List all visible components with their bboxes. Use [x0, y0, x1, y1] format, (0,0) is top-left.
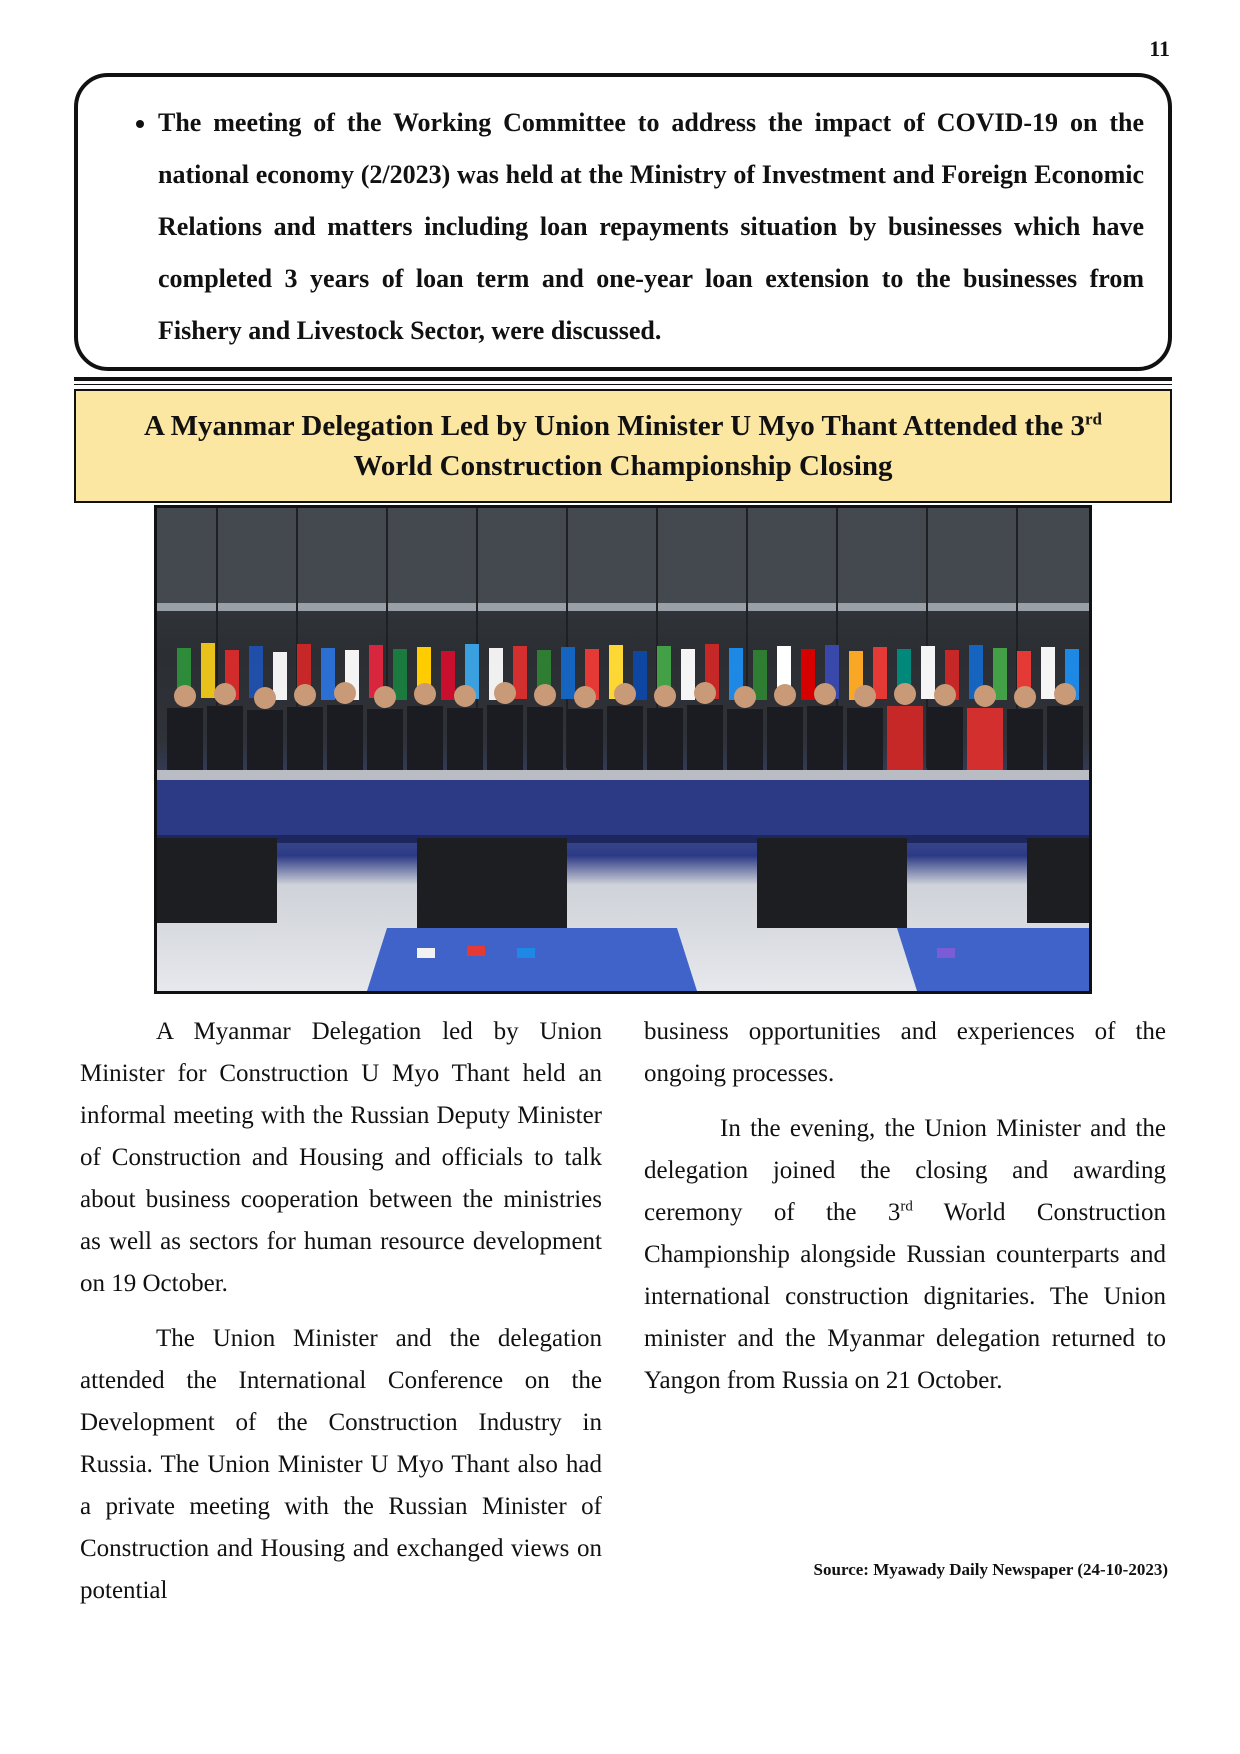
monitors	[157, 838, 1089, 928]
paragraph-3-part-a: In the evening, the Union Minister and the delegation joined the closing and awarding ceremony of the 3	[644, 1115, 1166, 1226]
divider-thin	[74, 384, 1172, 385]
delegation-photo	[154, 505, 1092, 994]
paragraph-3-sup: rd	[900, 1198, 913, 1215]
paragraph-1: A Myanmar Delegation led by Union Minister for Construction U Myo Thant held an informal meeting with the Russian Deputy Minister of Construction and Housing and officials to talk about business cooperation between the ministries as well as sectors for human resource development on 19 October.	[80, 1018, 602, 1297]
article-title	[74, 389, 1172, 503]
people	[167, 682, 1083, 773]
page-number: 11	[1149, 36, 1170, 61]
paragraph-2-continued: business opportunities and experiences of the ongoing processes.	[644, 1018, 1166, 1087]
title-part2: World Construction Championship Closing	[353, 450, 893, 482]
title-sup: rd	[1084, 409, 1102, 429]
bullet-list	[114, 97, 1144, 357]
bullet-box	[74, 73, 1172, 371]
conference-desk	[157, 770, 1089, 843]
title-part1: A Myanmar Delegation Led by Union Minister U Myo Thant Attended the 3	[144, 410, 1085, 442]
source-credit: Source: Myawady Daily Newspaper (24-10-2023)	[813, 1560, 1168, 1579]
article-column-right	[644, 1011, 1166, 1415]
bullet-item: • The meeting of the Working Committee to address the impact of COVID-19 on the national economy (2/2023) was held at the Ministry of Investment and Foreign Economic Relations and matters including loan repayments situation by businesses which have completed 3 years of loan term and one-year loan extension to the businesses from Fishery and Livestock Sector, were discussed.	[158, 97, 1144, 357]
paragraph-3-part-b: World Construction Championship alongside Russian counterparts and international construction dignitaries. The Union minister and the Myanmar delegation returned to Yangon from Russia on 21 October.	[644, 1199, 1166, 1394]
paragraph-2: The Union Minister and the delegation attended the International Conference on the Development of the Construction Industry in Russia. The Union Minister U Myo Thant also had a private meeting with the Russian Minister of Construction and Housing and exchanged views on potential	[80, 1325, 602, 1604]
article-column-left	[80, 1011, 602, 1625]
front-desk	[367, 928, 1089, 991]
photo-illustration	[157, 508, 1089, 991]
paragraph-3	[644, 1108, 1166, 1402]
divider-thick	[74, 377, 1172, 381]
